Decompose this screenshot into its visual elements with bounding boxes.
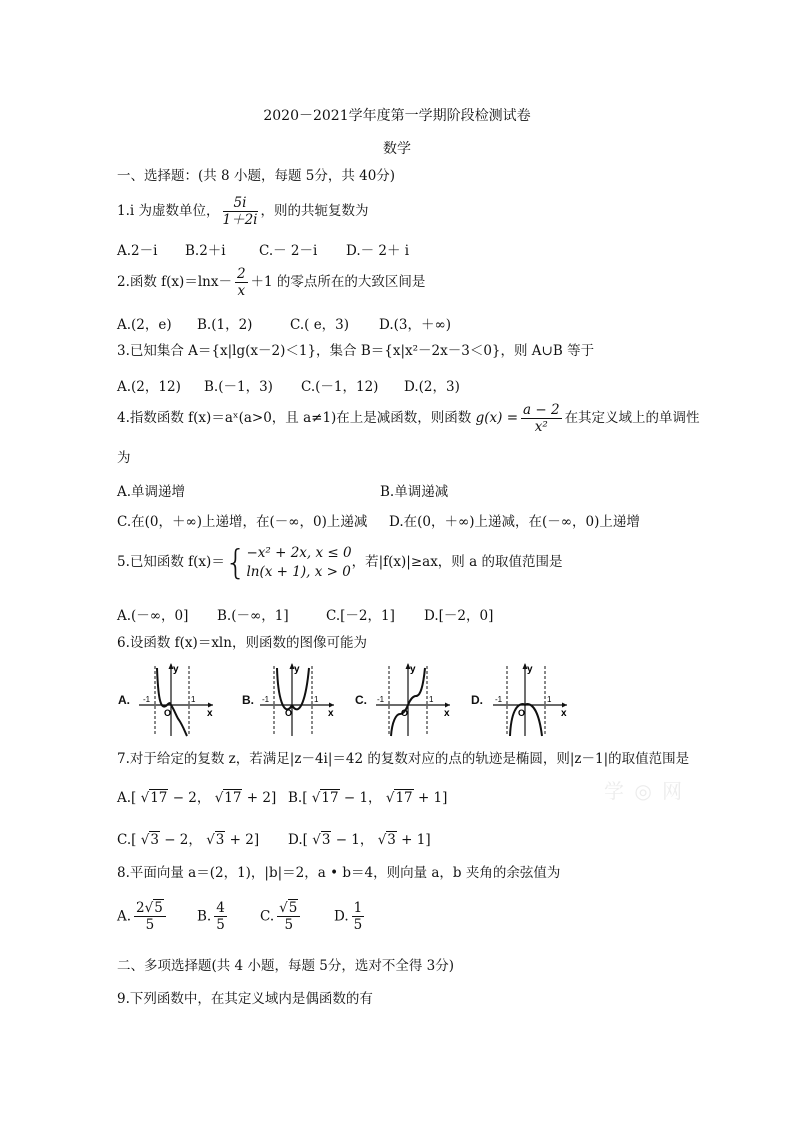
y-label: y xyxy=(173,664,179,675)
text: A.[ xyxy=(117,790,141,806)
question-7: 7.对于给定的复数 z，若满足|z－4i|＝42 的复数对应的点的轨迹是椭圆，则|z－1|的取值范围是 xyxy=(117,751,690,767)
option-prefix: C. xyxy=(260,908,275,925)
q8-d-fraction xyxy=(352,900,365,933)
q2-option-b: B.(1，2) xyxy=(197,317,253,333)
option-prefix: D. xyxy=(334,908,349,925)
text: C.[ xyxy=(117,832,141,848)
q4-stem-a: 4.指数函数 f(x)＝aˣ(a>0，且 a≠1)在上是减函数，则函数 xyxy=(117,410,472,426)
q6-label-b: B. xyxy=(242,693,254,707)
q1-fraction-denominator: 1＋2i xyxy=(222,212,258,228)
question-8: 8.平面向量 a＝(2，1)，|b|＝2，a • b＝4，则向量 a，b 夹角的余弦值为 xyxy=(117,865,561,881)
tick-neg-one: -1 xyxy=(143,695,151,704)
q6-graph-d xyxy=(487,660,571,738)
q2-option-a: A.(2，e) xyxy=(117,317,172,333)
q3-option-a: A.(2，12) xyxy=(117,379,181,395)
radicand: 17 xyxy=(395,790,413,806)
tick-one: 1 xyxy=(191,695,196,704)
piecewise-brace: { xyxy=(224,542,247,583)
text: + 2] xyxy=(225,832,260,848)
q1-option-b: B.2＋i xyxy=(185,243,226,259)
radicand: 3 xyxy=(321,832,331,848)
denominator: 5 xyxy=(353,917,363,933)
text: − 2， xyxy=(159,832,207,848)
q4-stem-b: 在其定义域上的单调性 xyxy=(564,410,700,426)
origin-label: O xyxy=(401,708,409,718)
x-label: x xyxy=(444,708,450,719)
q7-option-c: C.[ √3 − 2， √3 + 2] xyxy=(117,832,260,848)
radicand: 17 xyxy=(224,790,242,806)
radicand: 5 xyxy=(288,900,298,916)
denominator: 5 xyxy=(284,917,294,933)
text: − 2， xyxy=(168,790,215,806)
curve-right xyxy=(525,704,542,736)
text: + 1] xyxy=(396,832,431,848)
text: + 1] xyxy=(413,790,448,806)
q8-option-b xyxy=(197,900,230,933)
question-2 xyxy=(117,266,425,299)
tick-one: 1 xyxy=(429,695,434,704)
question-1 xyxy=(117,195,369,228)
q4-fraction-denominator: x² xyxy=(534,419,548,435)
curve-right xyxy=(171,705,187,736)
option-prefix: B. xyxy=(197,908,212,925)
y-label: y xyxy=(410,664,416,675)
q7-option-a: A.[ √17 − 2， √17 + 2] xyxy=(117,790,277,806)
text: D.[ xyxy=(288,832,313,848)
q8-c-fraction xyxy=(277,900,300,933)
y-label: y xyxy=(527,664,533,675)
text: − 1， xyxy=(331,832,378,848)
q1-option-a: A.2－i xyxy=(117,243,158,259)
q8-b-fraction xyxy=(214,900,227,933)
x-axis-arrow xyxy=(445,703,450,708)
q7-option-b: B.[ √17 − 1， √17 + 1] xyxy=(288,790,448,806)
coef: 2 xyxy=(136,900,145,916)
q6-label-a: A. xyxy=(118,693,130,707)
q8-option-a xyxy=(117,900,169,933)
numerator: 4 xyxy=(216,900,225,916)
origin-label: O xyxy=(164,708,172,718)
radicand: 3 xyxy=(387,832,396,848)
q3-option-d: D.(2，3) xyxy=(404,379,460,395)
tick-neg-one: -1 xyxy=(495,695,503,704)
q8-a-fraction xyxy=(134,900,166,933)
q5-option-d: D.[－2，0] xyxy=(424,608,494,624)
origin-label: O xyxy=(518,708,526,718)
q6-label-c: C. xyxy=(355,693,367,707)
section-heading-choice: 一、选择题：(共 8 小题，每题 5分，共 40分) xyxy=(117,168,396,184)
q2-stem-a: 2.函数 f(x)＝lnx－ xyxy=(117,274,232,290)
q4-stem-c: 为 xyxy=(117,450,131,466)
exam-title: 2020－2021学年度第一学期阶段检测试卷 xyxy=(263,108,531,124)
q4-fraction-numerator: a − 2 xyxy=(523,402,560,418)
x-axis-arrow xyxy=(562,703,567,708)
q6-graph-b xyxy=(254,660,338,738)
x-axis-arrow xyxy=(208,703,213,708)
x-label: x xyxy=(207,708,213,719)
question-5 xyxy=(117,540,562,584)
q5-stem-b: ，若|f(x)|≥ax，则 a 的取值范围是 xyxy=(351,554,563,570)
radicand: 5 xyxy=(154,900,163,916)
text: + 2] xyxy=(242,790,277,806)
denominator: 5 xyxy=(216,917,225,933)
q5-option-b: B.(－∞，1] xyxy=(217,608,289,624)
q4-fraction xyxy=(521,402,562,435)
question-3: 3.已知集合 A＝{x|lg(x－2)＜1}，集合 B＝{x|x²－2x－3＜0}，则 A∪B 等于 xyxy=(117,343,595,359)
q5-case-1: −x² + 2x, x ≤ 0 xyxy=(246,544,352,561)
tick-neg-one: -1 xyxy=(262,695,270,704)
q6-graph-a xyxy=(133,660,217,738)
q1-option-c: C.－ 2－i xyxy=(259,243,318,259)
x-label: x xyxy=(561,708,567,719)
q5-option-c: C.[－2，1] xyxy=(326,608,395,624)
q6-graph-c xyxy=(370,660,454,738)
question-9: 9.下列函数中，在其定义域内是偶函数的有 xyxy=(117,991,373,1007)
q7-option-d: D.[ √3 − 1， √3 + 1] xyxy=(288,832,431,848)
q4-option-d: D.在(0，＋∞)上递减，在(－∞，0)上递增 xyxy=(389,514,640,530)
q1-fraction-numerator: 5i xyxy=(223,195,258,212)
numerator: √5 xyxy=(277,900,300,917)
y-label: y xyxy=(294,664,300,675)
radicand: 3 xyxy=(215,832,225,848)
question-6: 6.设函数 f(x)＝xln，则函数的图像可能为 xyxy=(117,635,367,651)
numerator: 1 xyxy=(353,900,363,916)
text: − 1， xyxy=(339,790,386,806)
denominator: 5 xyxy=(145,917,155,933)
q4-option-b: B.单调递减 xyxy=(380,484,449,500)
tick-neg-one: -1 xyxy=(377,695,385,704)
q1-option-d: D.－ 2＋ i xyxy=(346,243,410,259)
q8-option-c xyxy=(260,900,303,933)
q3-option-b: B.(－1，3) xyxy=(204,379,273,395)
q6-label-d: D. xyxy=(471,693,483,707)
subject-title: 数学 xyxy=(383,141,411,157)
x-axis-arrow xyxy=(329,703,334,708)
q5-option-a: A.(－∞，0] xyxy=(117,608,189,624)
q5-stem-a: 5.已知函数 f(x)＝ xyxy=(117,554,225,570)
watermark: 学 ◎ 网 xyxy=(604,779,685,803)
q4-option-a: A.单调递增 xyxy=(117,484,186,500)
q2-stem-b: ＋1 的零点所在的大致区间是 xyxy=(250,274,426,290)
q1-fraction xyxy=(223,195,258,228)
q4-option-c: C.在(0，＋∞)上递增，在(－∞，0)上递减 xyxy=(117,514,368,530)
q2-option-d: D.(3，＋∞) xyxy=(379,317,452,333)
q5-case-2: ln(x + 1), x > 0 xyxy=(246,563,351,580)
text: B.[ xyxy=(288,790,312,806)
q2-fraction xyxy=(235,266,248,299)
curve-left xyxy=(277,668,292,709)
question-4 xyxy=(117,402,700,435)
x-label: x xyxy=(328,708,334,719)
origin-label: O xyxy=(285,708,293,718)
q1-stem-b: ，则的共轭复数为 xyxy=(260,203,369,219)
section-heading-multi: 二、多项选择题(共 4 小题，每题 5分，选对不全得 3分) xyxy=(117,958,454,974)
radicand: 17 xyxy=(150,790,168,806)
q2-option-c: C.( e，3) xyxy=(290,317,350,333)
q5-cases xyxy=(246,544,351,582)
q4-g-lhs: g(x) = xyxy=(475,410,519,426)
curve-left xyxy=(157,668,171,707)
option-prefix: A. xyxy=(117,908,132,925)
radicand: 3 xyxy=(150,832,159,848)
q2-fraction-denominator: x xyxy=(237,283,246,299)
tick-one: 1 xyxy=(314,695,319,704)
q2-fraction-numerator: 2 xyxy=(236,266,246,282)
radicand: 17 xyxy=(321,790,339,806)
q1-stem-a: 1.i 为虚数单位， xyxy=(117,203,220,219)
q3-option-c: C.(－1，12) xyxy=(301,379,379,395)
numerator: 2√5 xyxy=(134,900,166,917)
q8-option-d xyxy=(334,900,367,933)
tick-one: 1 xyxy=(547,695,552,704)
